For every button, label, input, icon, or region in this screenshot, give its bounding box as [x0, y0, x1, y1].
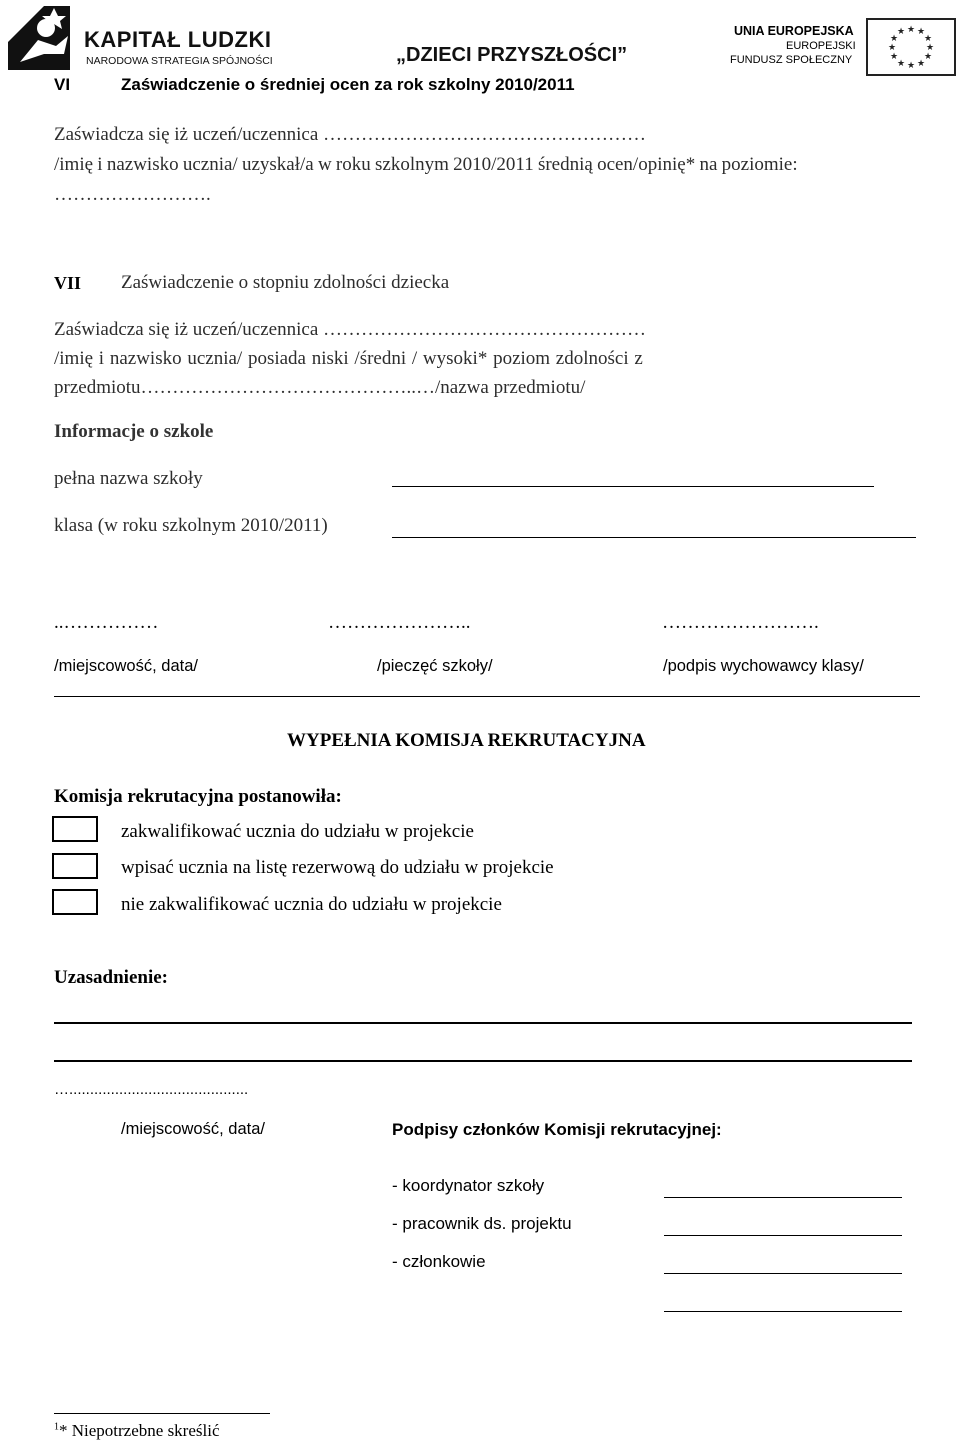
teacher-sign-caption: /podpis wychowawcy klasy/ [663, 657, 864, 675]
eu-text-block [730, 24, 860, 74]
bottom-place-date-caption: /miejscowość, data/ [121, 1120, 265, 1138]
svg-text:★: ★ [889, 52, 899, 62]
place-date-dots: ..…………… [54, 612, 159, 633]
role-members-sign-line-1[interactable] [664, 1273, 902, 1274]
stamp-dots: ………………….. [328, 612, 471, 633]
role-project-employee: - pracownik ds. projektu [392, 1214, 572, 1233]
project-title: „DZIECI PRZYSZŁOŚCI” [396, 44, 628, 66]
logo-subtitle: NARODOWA STRATEGIA SPÓJNOŚCI [86, 55, 273, 67]
option-reserve-checkbox[interactable] [52, 853, 98, 879]
section-7-line-1: Zaświadcza się iż uczeń/uczennica …………………………………………… [54, 319, 647, 340]
footnote-marker: 1 [54, 1421, 59, 1433]
svg-text:★: ★ [923, 34, 933, 44]
members-heading: Podpisy członków Komisji rekrutacyjnej: [392, 1120, 722, 1139]
section-7-line-3: przedmiotu……………………………………..…/nazwa przedmiotu/ [54, 377, 586, 398]
bottom-place-date-dots: …........................................... [54, 1081, 249, 1098]
section-divider [54, 696, 920, 697]
role-coordinator-sign-line[interactable] [664, 1197, 902, 1198]
commission-decided: Komisja rekrutacyjna postanowiła: [54, 786, 342, 807]
kapital-ludzki-emblem-icon [4, 2, 86, 74]
justification-label: Uzasadnienie: [54, 967, 168, 988]
section-7-title: Zaświadczenie o stopniu zdolności dziecka [121, 272, 450, 293]
school-name-field[interactable] [392, 486, 874, 487]
footnote [54, 1421, 220, 1441]
section-6-title: Zaświadczenie o średniej ocen za rok szkolny 2010/2011 [121, 75, 575, 94]
svg-text:★: ★ [923, 52, 933, 62]
logo-title: KAPITAŁ LUDZKI [84, 27, 272, 52]
kapital-ludzki-logo [4, 2, 304, 72]
school-name-label: pełna nazwa szkoły [54, 468, 203, 489]
eu-stars-icon [868, 20, 954, 74]
eu-line-1: UNIA EUROPEJSKA [734, 24, 854, 38]
option-reserve-label: wpisać ucznia na listę rezerwową do udziału w projekcie [121, 857, 554, 878]
role-members-sign-line-2[interactable] [664, 1311, 902, 1312]
class-field[interactable] [392, 537, 916, 538]
section-6-line-3: ……………………. [54, 184, 211, 205]
svg-text:★: ★ [889, 34, 899, 44]
section-6-line-2: /imię i nazwisko ucznia/ uzyskał/a w roku szkolnym 2010/2011 średnią ocen/opinię* na poziomie: [54, 154, 798, 175]
role-coordinator: - koordynator szkoły [392, 1176, 545, 1195]
role-members: - członkowie [392, 1252, 486, 1271]
section-7-line-2: /imię i nazwisko ucznia/ posiada niski /średni / wysoki* poziom zdolności z [54, 348, 643, 369]
stamp-caption: /pieczęć szkoły/ [377, 657, 493, 675]
place-date-caption: /miejscowość, data/ [54, 657, 198, 675]
footnote-rule [54, 1413, 270, 1414]
teacher-sign-dots: ……………………. [662, 612, 819, 633]
svg-text:★: ★ [896, 27, 906, 37]
svg-text:★: ★ [925, 43, 935, 53]
commission-heading: WYPEŁNIA KOMISJA REKRUTACYJNA [287, 730, 646, 751]
option-qualify-label: zakwalifikować ucznia do udziału w projekcie [121, 821, 474, 842]
section-7-number: VII [54, 273, 82, 293]
svg-text:★: ★ [916, 27, 926, 37]
role-project-employee-sign-line[interactable] [664, 1235, 902, 1236]
justification-line-2[interactable] [54, 1060, 912, 1062]
option-qualify-checkbox[interactable] [52, 816, 98, 842]
eu-flag [866, 18, 956, 76]
svg-text:★: ★ [906, 25, 916, 35]
class-label: klasa (w roku szkolnym 2010/2011) [54, 515, 328, 536]
svg-text:★: ★ [916, 59, 926, 69]
svg-text:★: ★ [896, 59, 906, 69]
option-reject-checkbox[interactable] [52, 889, 98, 915]
svg-text:★: ★ [906, 61, 916, 71]
option-reject-label: nie zakwalifikować ucznia do udziału w projekcie [121, 894, 502, 915]
footnote-text: * Niepotrzebne skreślić [59, 1421, 220, 1440]
justification-line-1[interactable] [54, 1022, 912, 1024]
school-info-heading: Informacje o szkole [54, 421, 214, 442]
eu-line-3: FUNDUSZ SPOŁECZNY [730, 54, 853, 66]
section-6-number: VI [54, 75, 71, 94]
svg-text:★: ★ [887, 43, 897, 53]
eu-line-2: EUROPEJSKI [786, 40, 856, 52]
section-6-line-1: Zaświadcza się iż uczeń/uczennica …………………………………………… [54, 124, 647, 145]
